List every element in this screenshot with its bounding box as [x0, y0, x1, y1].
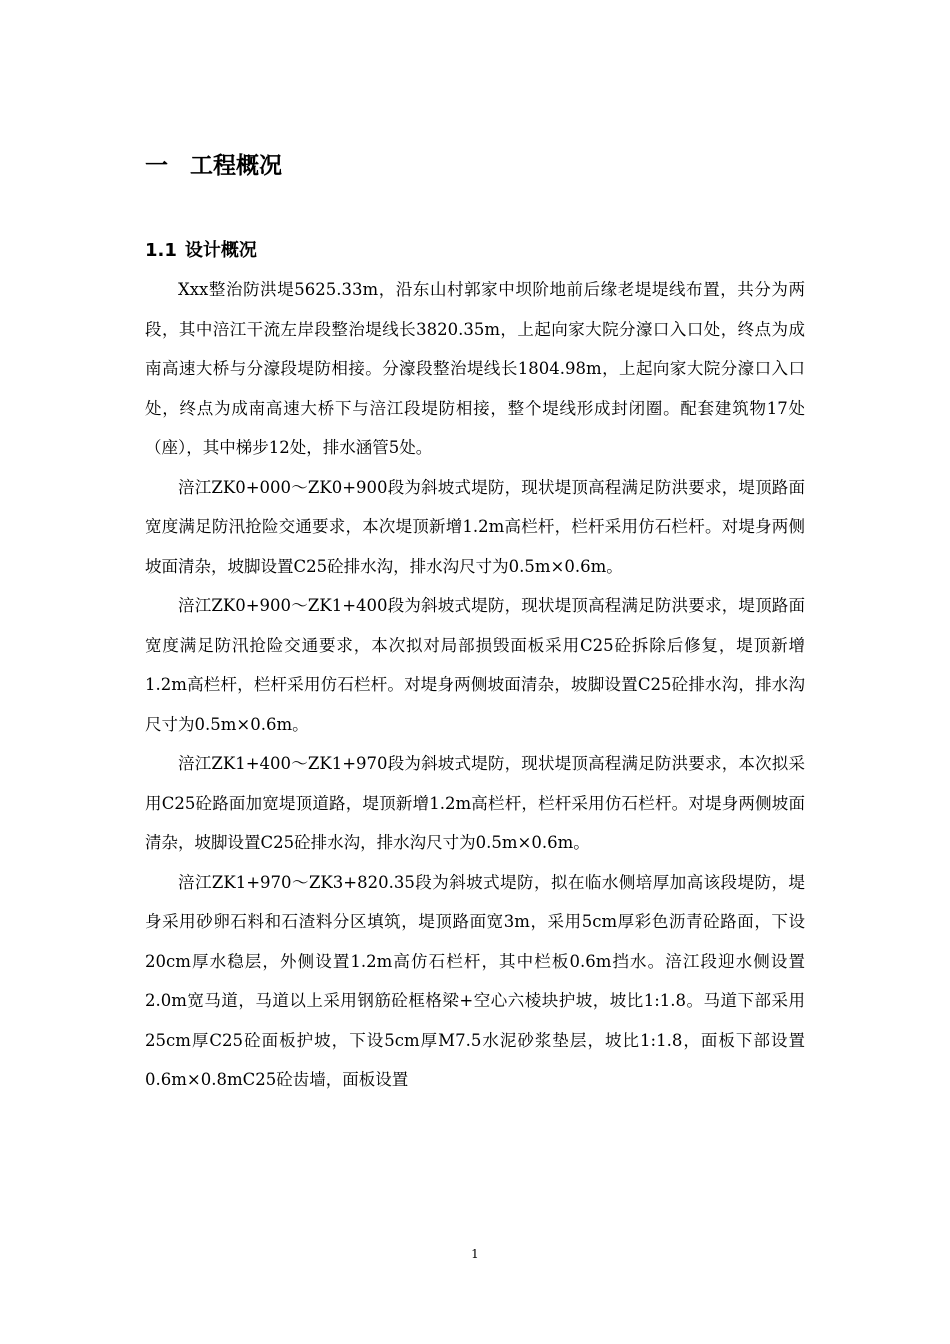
paragraph-zk0-900-zk1-400: 涪江ZK0+900～ZK1+400段为斜坡式堤防，现状堤顶高程满足防洪要求，堤顶路面宽度满足防汛抢险交通要求，本次拟对局部损毁面板采用C25砼拆除后修复，堤顶新增1.2m高栏杆，栏杆采用仿石栏杆。对堤身两侧坡面清杂，坡脚设置C25砼排水沟，排水沟尺寸为0.5m×0.6m。 [145, 596, 805, 734]
chapter-heading [145, 146, 282, 186]
chapter-number: 一 [145, 153, 168, 179]
section-heading [145, 233, 257, 269]
page-number: 1 [471, 1247, 479, 1261]
paragraph-zk1-970-zk3-820: 涪江ZK1+970～ZK3+820.35段为斜坡式堤防，拟在临水侧培厚加高该段堤防，堤身采用砂卵石料和石渣料分区填筑，堤顶路面宽3m，采用5cm厚彩色沥青砼路面，下设20cm厚水稳层，外侧设置1.2m高仿石栏杆，其中栏板0.6m挡水。涪江段迎水侧设置2.0m宽马道，马道以上采用钢筋砼框格梁+空心六棱块护坡，坡比1:1.8。马道下部采用25cm厚C25砼面板护坡，下设5cm厚M7.5水泥砂浆垫层，坡比1:1.8，面板下部设置0.6m×0.8mC25砼齿墙，面板设置 [145, 872, 805, 1089]
body-text [145, 270, 805, 1100]
paragraph-zk0-000-zk0-900: 涪江ZK0+000～ZK0+900段为斜坡式堤防，现状堤顶高程满足防洪要求，堤顶路面宽度满足防汛抢险交通要求，本次堤顶新增1.2m高栏杆，栏杆采用仿石栏杆。对堤身两侧坡面清杂，坡脚设置C25砼排水沟，排水沟尺寸为0.5m×0.6m。 [145, 477, 805, 576]
section-title: 设计概况 [184, 240, 257, 261]
section-number: 1.1 [145, 240, 177, 261]
paragraph-zk1-400-zk1-970: 涪江ZK1+400～ZK1+970段为斜坡式堤防，现状堤顶高程满足防洪要求，本次拟采用C25砼路面加宽堤顶道路，堤顶新增1.2m高栏杆，栏杆采用仿石栏杆。对堤身两侧坡面清杂，坡脚设置C25砼排水沟，排水沟尺寸为0.5m×0.6m。 [145, 754, 805, 852]
chapter-title: 工程概况 [190, 153, 282, 179]
paragraph-overview: Xxx整治防洪堤5625.33m，沿东山村郭家中坝阶地前后缘老堤堤线布置，共分为两段，其中涪江干流左岸段整治堤线长3820.35m，上起向家大院分濠口入口处，终点为成南高速大桥与分濠段堤防相接。分濠段整治堤线长1804.98m，上起向家大院分濠口入口处，终点为成南高速大桥下与涪江段堤防相接，整个堤线形成封闭圈。配套建筑物17处（座），其中梯步12处，排水涵管5处。 [145, 280, 805, 457]
